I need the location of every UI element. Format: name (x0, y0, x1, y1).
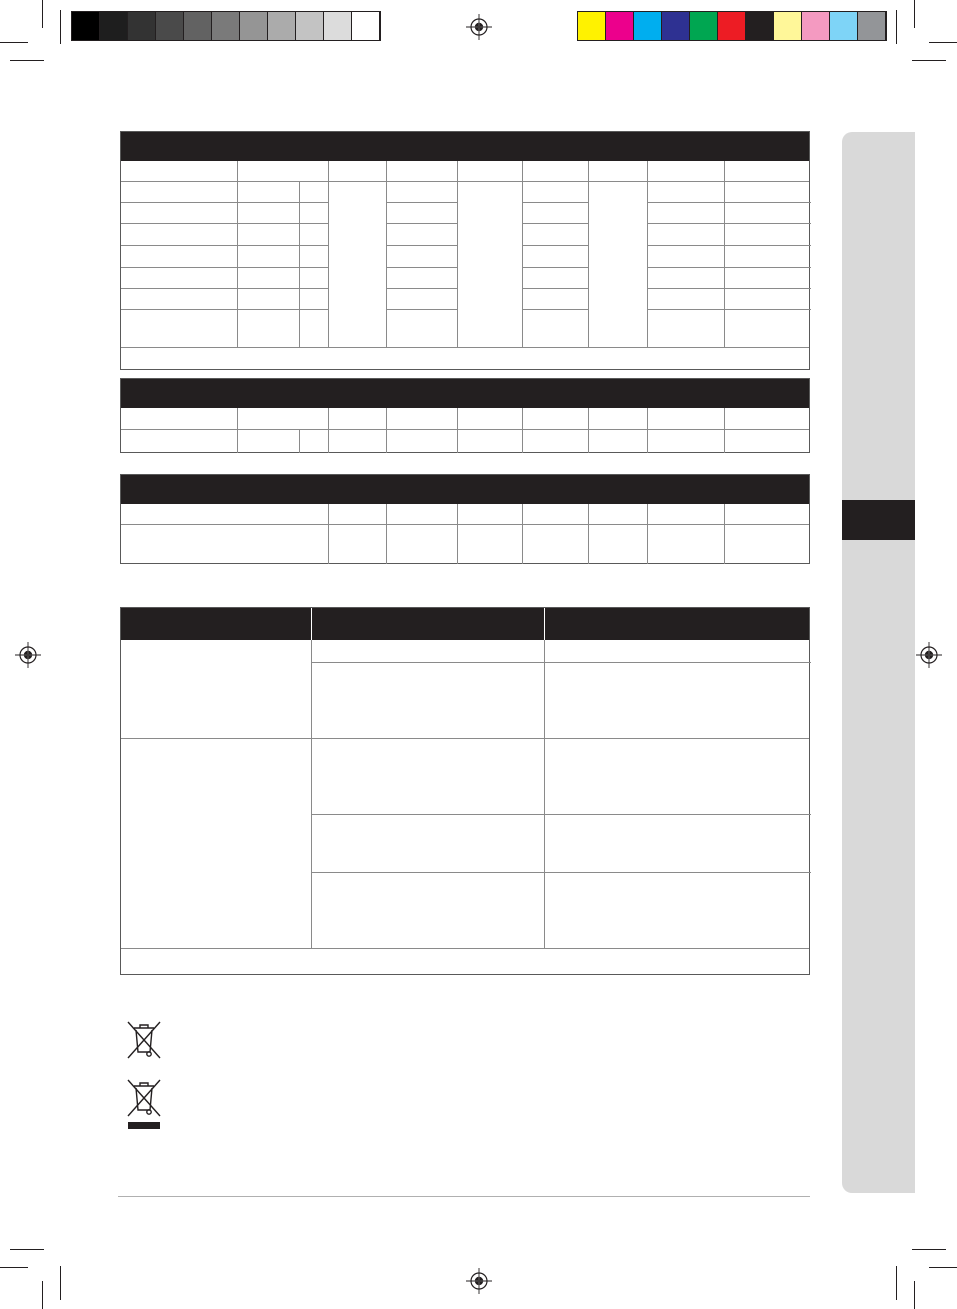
color-swatch (100, 12, 128, 40)
color-swatch (240, 12, 268, 40)
crop-mark (10, 1249, 44, 1250)
table-header (121, 608, 809, 640)
crop-mark (0, 42, 28, 43)
registration-target-icon (916, 642, 942, 668)
footer-rule (118, 1196, 810, 1197)
crop-mark (60, 1266, 61, 1300)
color-swatch (634, 12, 662, 40)
crop-mark (929, 42, 957, 43)
crop-mark (896, 1266, 897, 1300)
table-header (121, 132, 809, 161)
side-tab-marker (842, 500, 915, 540)
color-swatch (128, 12, 156, 40)
color-swatch (352, 12, 380, 40)
spec-table-2 (120, 378, 810, 453)
color-swatch (858, 12, 886, 40)
spec-table-3 (120, 474, 810, 564)
troubleshooting-table (120, 607, 810, 975)
color-swatch (296, 12, 324, 40)
grayscale-bar (71, 11, 381, 41)
registration-target-icon (15, 642, 41, 668)
color-swatch (718, 12, 746, 40)
color-swatch (606, 12, 634, 40)
table-header (121, 475, 809, 504)
color-swatch (324, 12, 352, 40)
crop-mark (42, 0, 43, 28)
color-swatch (746, 12, 774, 40)
color-swatch (690, 12, 718, 40)
registration-target-icon (466, 14, 492, 40)
crop-mark (896, 10, 897, 44)
crop-mark (0, 1267, 28, 1268)
spec-table-1 (120, 131, 810, 370)
table-header (121, 379, 809, 408)
crop-mark (914, 1281, 915, 1309)
color-swatch (184, 12, 212, 40)
color-swatch (830, 12, 858, 40)
side-tab (842, 132, 915, 1193)
crop-mark (10, 60, 44, 61)
crop-mark (912, 60, 946, 61)
crop-mark (42, 1281, 43, 1309)
color-swatch (578, 12, 606, 40)
color-swatch (268, 12, 296, 40)
crossed-out-wheelie-bin-with-bar-icon (124, 1076, 164, 1132)
crop-mark (929, 1267, 957, 1268)
color-swatch (72, 12, 100, 40)
registration-target-icon (466, 1268, 492, 1294)
crossed-out-wheelie-bin-icon (124, 1018, 164, 1060)
color-swatch (212, 12, 240, 40)
color-swatch (774, 12, 802, 40)
color-bar (577, 11, 887, 41)
crop-mark (914, 0, 915, 28)
crop-mark (912, 1249, 946, 1250)
color-swatch (802, 12, 830, 40)
color-swatch (662, 12, 690, 40)
crop-mark (60, 10, 61, 44)
color-swatch (156, 12, 184, 40)
